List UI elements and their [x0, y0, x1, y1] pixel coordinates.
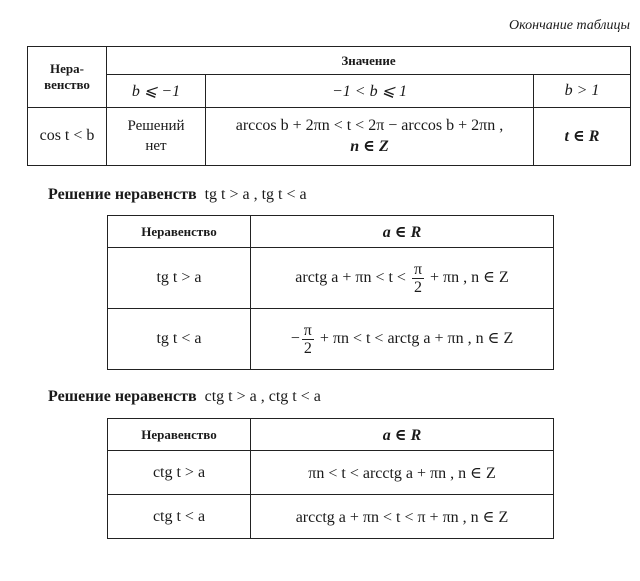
header-inequality: [28, 47, 107, 108]
ctg-inequality-table: [107, 418, 554, 539]
ctg-header-inequality: Неравенство: [108, 419, 251, 451]
tg-header-domain: a ∈ R: [251, 216, 554, 248]
ctg-header-domain: a ∈ R: [251, 419, 554, 451]
tg-inequality-table: [107, 215, 554, 370]
cell-cos-solution: arccos b + 2πn < t < 2π − arccos b + 2πn , n ∈ Z: [206, 107, 534, 166]
section-ctg-heading: Решение неравенств ctg t > a , ctg t < a: [48, 388, 321, 405]
cos-inequality-table: [27, 46, 631, 166]
section-ctg-formula: ctg t > a , ctg t < a: [204, 388, 321, 405]
header-inequality-line1: Нера-: [50, 60, 84, 76]
condition-b-le-minus1: b ⩽ −1: [107, 75, 206, 107]
condition-b-gt-1: b > 1: [534, 75, 631, 107]
pi-over-2-fraction: $\frac{\pi}{2}$: [303, 321, 312, 357]
pi-over-2-fraction: $\frac{\pi}{2}$: [413, 260, 423, 296]
condition-b-between: −1 < b ⩽ 1: [206, 75, 534, 107]
cell-no-solutions: Решений нет: [107, 107, 206, 166]
tg-header-inequality: Неравенство: [108, 216, 251, 248]
ctg-row2-label: ctg t < a: [108, 495, 251, 539]
header-inequality-line2: венство: [44, 76, 90, 92]
ctg-row1-value: πn < t < arcctg a + πn , n ∈ Z: [251, 451, 554, 495]
tg-row1-label: tg t > a: [108, 248, 251, 309]
ctg-row1-label: ctg t > a: [108, 451, 251, 495]
section-tg-heading: Решение неравенств tg t > a , tg t < a: [48, 186, 307, 203]
section-tg-formula: tg t > a , tg t < a: [204, 186, 307, 203]
tg-row2-value: − $\frac{\pi}{2}$ + πn < t < arctg a + πn , n ∈ Z: [251, 309, 554, 370]
table-continuation-caption: Окончание таблицы: [509, 18, 630, 33]
row-cos-label: cos t < b: [28, 107, 107, 166]
cell-all-reals: t ∈ R: [534, 107, 631, 166]
ctg-row2-value: arcctg a + πn < t < π + πn , n ∈ Z: [251, 495, 554, 539]
tg-row2-label: tg t < a: [108, 309, 251, 370]
header-value: Значение: [107, 47, 631, 75]
tg-row1-value: arctg a + πn < t < $\frac{\pi}{2}$ + πn , n ∈ Z: [251, 248, 554, 309]
